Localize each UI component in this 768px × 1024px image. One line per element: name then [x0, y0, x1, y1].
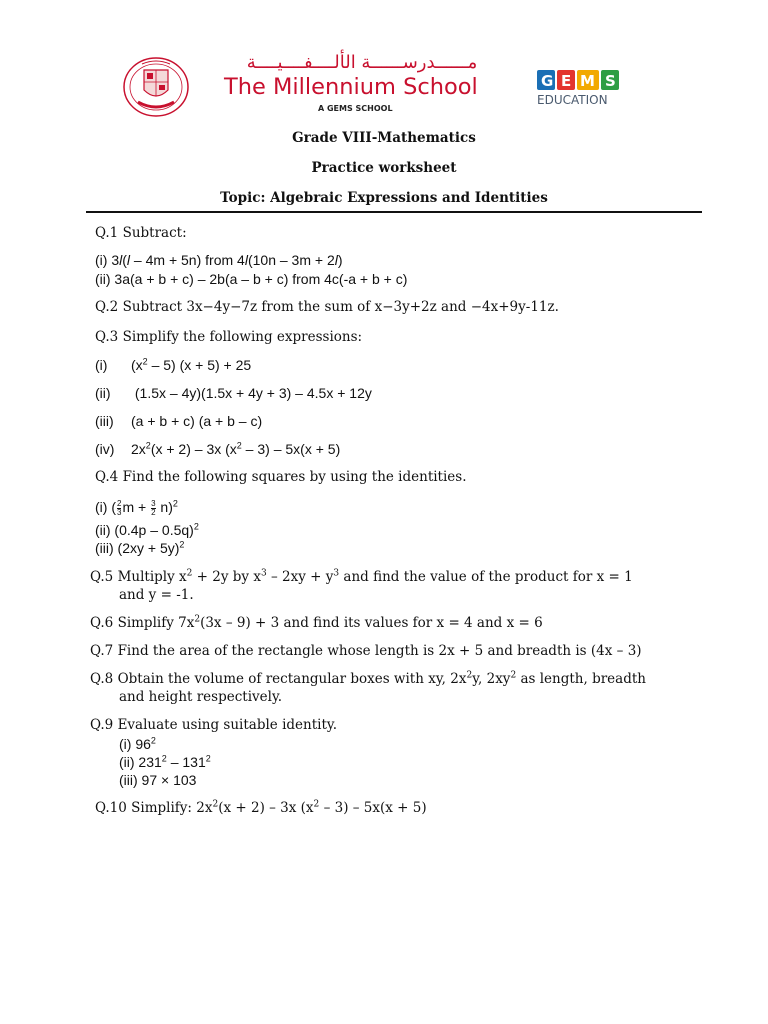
q4-part-ii: (ii) (0.4p – 0.5q)$^2$ [95, 521, 199, 538]
svg-text:E: E [561, 72, 572, 90]
q6-text: Q.6 Simplify $7x^2(3x - 9) + 3$ and find its values for x = 4 and x = 6 [90, 614, 543, 631]
heading-divider [86, 211, 702, 213]
q10-text: Q.10 Simplify: $2x^2(x + 2) - 3x$ $(x^2 - 3) - 5x(x + 5)$ [95, 799, 427, 816]
school-crest-logo [122, 56, 190, 118]
worksheet-title: Practice worksheet [311, 160, 457, 176]
q3-part-iv: (iv) $2x^2(x + 2) - 3x$ $(x^2 - 3) - 5x(x + 5)$ [95, 440, 341, 457]
q2-text: Q.2 Subtract 3x−4y−7z from the sum of x−3y+2z and −4x+9y-11z. [95, 299, 559, 315]
q5-text: Q.5 Multiply $x^2 + 2y$ by $x^3 - 2xy + y^3$ and find the value of the product for x = 1 [90, 568, 633, 585]
q3-title: Q.3 Simplify the following expressions: [95, 329, 363, 345]
q9-title: Q.9 Evaluate using suitable identity. [90, 717, 338, 733]
q4-title: Q.4 Find the following squares by using the identities. [95, 469, 467, 485]
svg-text:S: S [605, 72, 616, 90]
fraction-three-halves: $\frac{3}{2}$ [151, 498, 156, 517]
q3-part-ii: (ii) (1.5x – 4y)(1.5x + 4y + 3) – 4.5x + 12y [95, 385, 372, 401]
q9-part-ii: (ii) $231^2 - 131^2$ [119, 753, 211, 770]
fraction-two-thirds: $\frac{2}{3}$ [117, 498, 122, 517]
q7-text: Q.7 Find the area of the rectangle whose length is 2x + 5 and breadth is (4x – 3) [90, 643, 642, 659]
q1-part-i: (i) 3l(l – 4m + 5n) from 4l(10n – 3m + 2l) [95, 252, 343, 268]
svg-text:G: G [541, 72, 554, 90]
school-subtitle: A GEMS SCHOOL [318, 104, 393, 113]
q1-part-ii: (ii) 3a(a + b + c) – 2b(a – b + c) from 4c(-a + b + c) [95, 271, 408, 287]
q3-part-iii: (iii) (a + b + c) (a + b – c) [95, 413, 263, 429]
q4-part-iii: (iii) $(2xy + 5y)^2$ [95, 539, 185, 556]
school-name-arabic: مــــــدرســــــة الألــــفــــيــــة [246, 52, 478, 73]
q8-text-line2: and height respectively. [119, 689, 283, 705]
q3-part-i: (i) $(x^2 - 5) (x + 5) + 25$ [95, 356, 252, 373]
q9-part-iii: (iii) 97 × 103 [119, 772, 197, 788]
q4-part-i: (i) ( $\frac{2}{3}$ m + $\frac{3}{2}$ n)$^2$ [95, 498, 178, 517]
q9-part-i: (i) $96^2$ [119, 735, 156, 752]
grade-title: Grade VIII-Mathematics [292, 130, 476, 146]
topic-title: Topic: Algebraic Expressions and Identities [220, 190, 548, 206]
q1-title: Q.1 Subtract: [95, 225, 187, 241]
svg-text:M: M [580, 72, 595, 90]
q5-text-line2: and y = -1. [119, 587, 194, 603]
q8-text: Q.8 Obtain the volume of rectangular boxes with xy, $2x^2y$, $2xy^2$ as length, breadth [90, 670, 646, 687]
gems-education-label: EDUCATION [537, 93, 608, 107]
school-name: The Millennium School [224, 74, 478, 100]
